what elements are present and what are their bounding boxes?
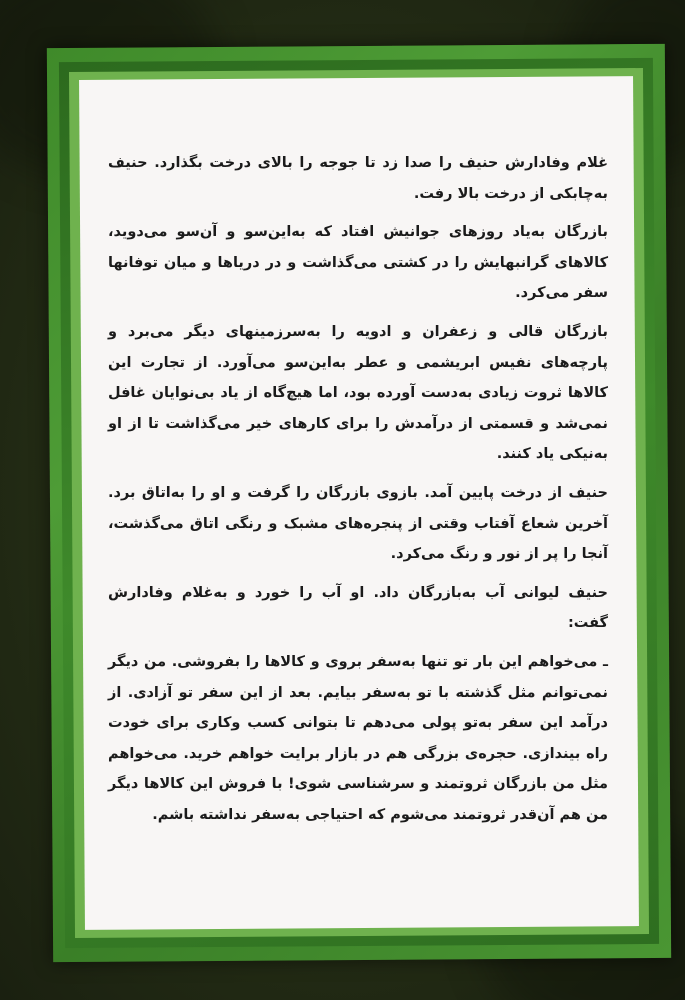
paragraph: حنیف از درخت پایین آمد. بازوی بازرگان را گرفت و او را به‌اتاق برد. آخرین شعاع آفتاب وقتی از پنجره‌های مشبک و رنگی اتاق می‌گذشت، آنجا را پر از نور و رنگ می‌کرد. — [108, 484, 608, 563]
paragraph: ـ می‌خواهم این بار تو تنها به‌سفر بروی و کالاها را بفروشی. من دیگر نمی‌توانم مثل گذشته با تو به‌سفر بیایم. بعد از این سفر تو آزادی. از درآمد این سفر به‌تو پولی می‌دهم تا بتوانی کسب وکاری برای خودت راه بیندازی. حجره‌ی بزرگی هم در بازار برایت خواهم خرید. می‌خواهم مثل من بازرگان ثروتمند و سرشناسی شوی! با فروش این کالاها دیگر من هم آن‌قدر ثروتمند می‌شوم که احتیاجی به‌سفر نداشته باشم. — [108, 653, 608, 823]
paragraph: غلام وفادارش حنیف را صدا زد تا جوجه را بالای درخت بگذارد. حنیف به‌چابکی از درخت بالا رفت. — [108, 155, 608, 202]
paragraph: حنیف لیوانی آب به‌بازرگان داد. او آب را خورد و به‌غلام وفادارش گفت: — [108, 584, 608, 632]
paragraph: بازرگان به‌یاد روزهای جوانیش افتاد که به‌این‌سو و آن‌سو می‌دوید، کالاهای گرانبهایش را در کشتی می‌گذاشت و در دریاها و میان توفانها سفر می‌کرد. — [108, 224, 608, 302]
paragraph: بازرگان قالی و زعفران و ادویه را به‌سرزمینهای دیگر می‌برد و پارچه‌های نفیس ابریشمی و عطر به‌این‌سو می‌آورد. از تجارت این کالاها ثروت زیادی به‌دست آورده بود، اما هیچ‌گاه از یاد بی‌نوایان غافل نمی‌شد و قسمتی از درآمدش را برای کارهای خیر می‌گذاشت تا از او به‌نیکی یاد کنند. — [108, 323, 608, 463]
story-text — [108, 148, 608, 838]
